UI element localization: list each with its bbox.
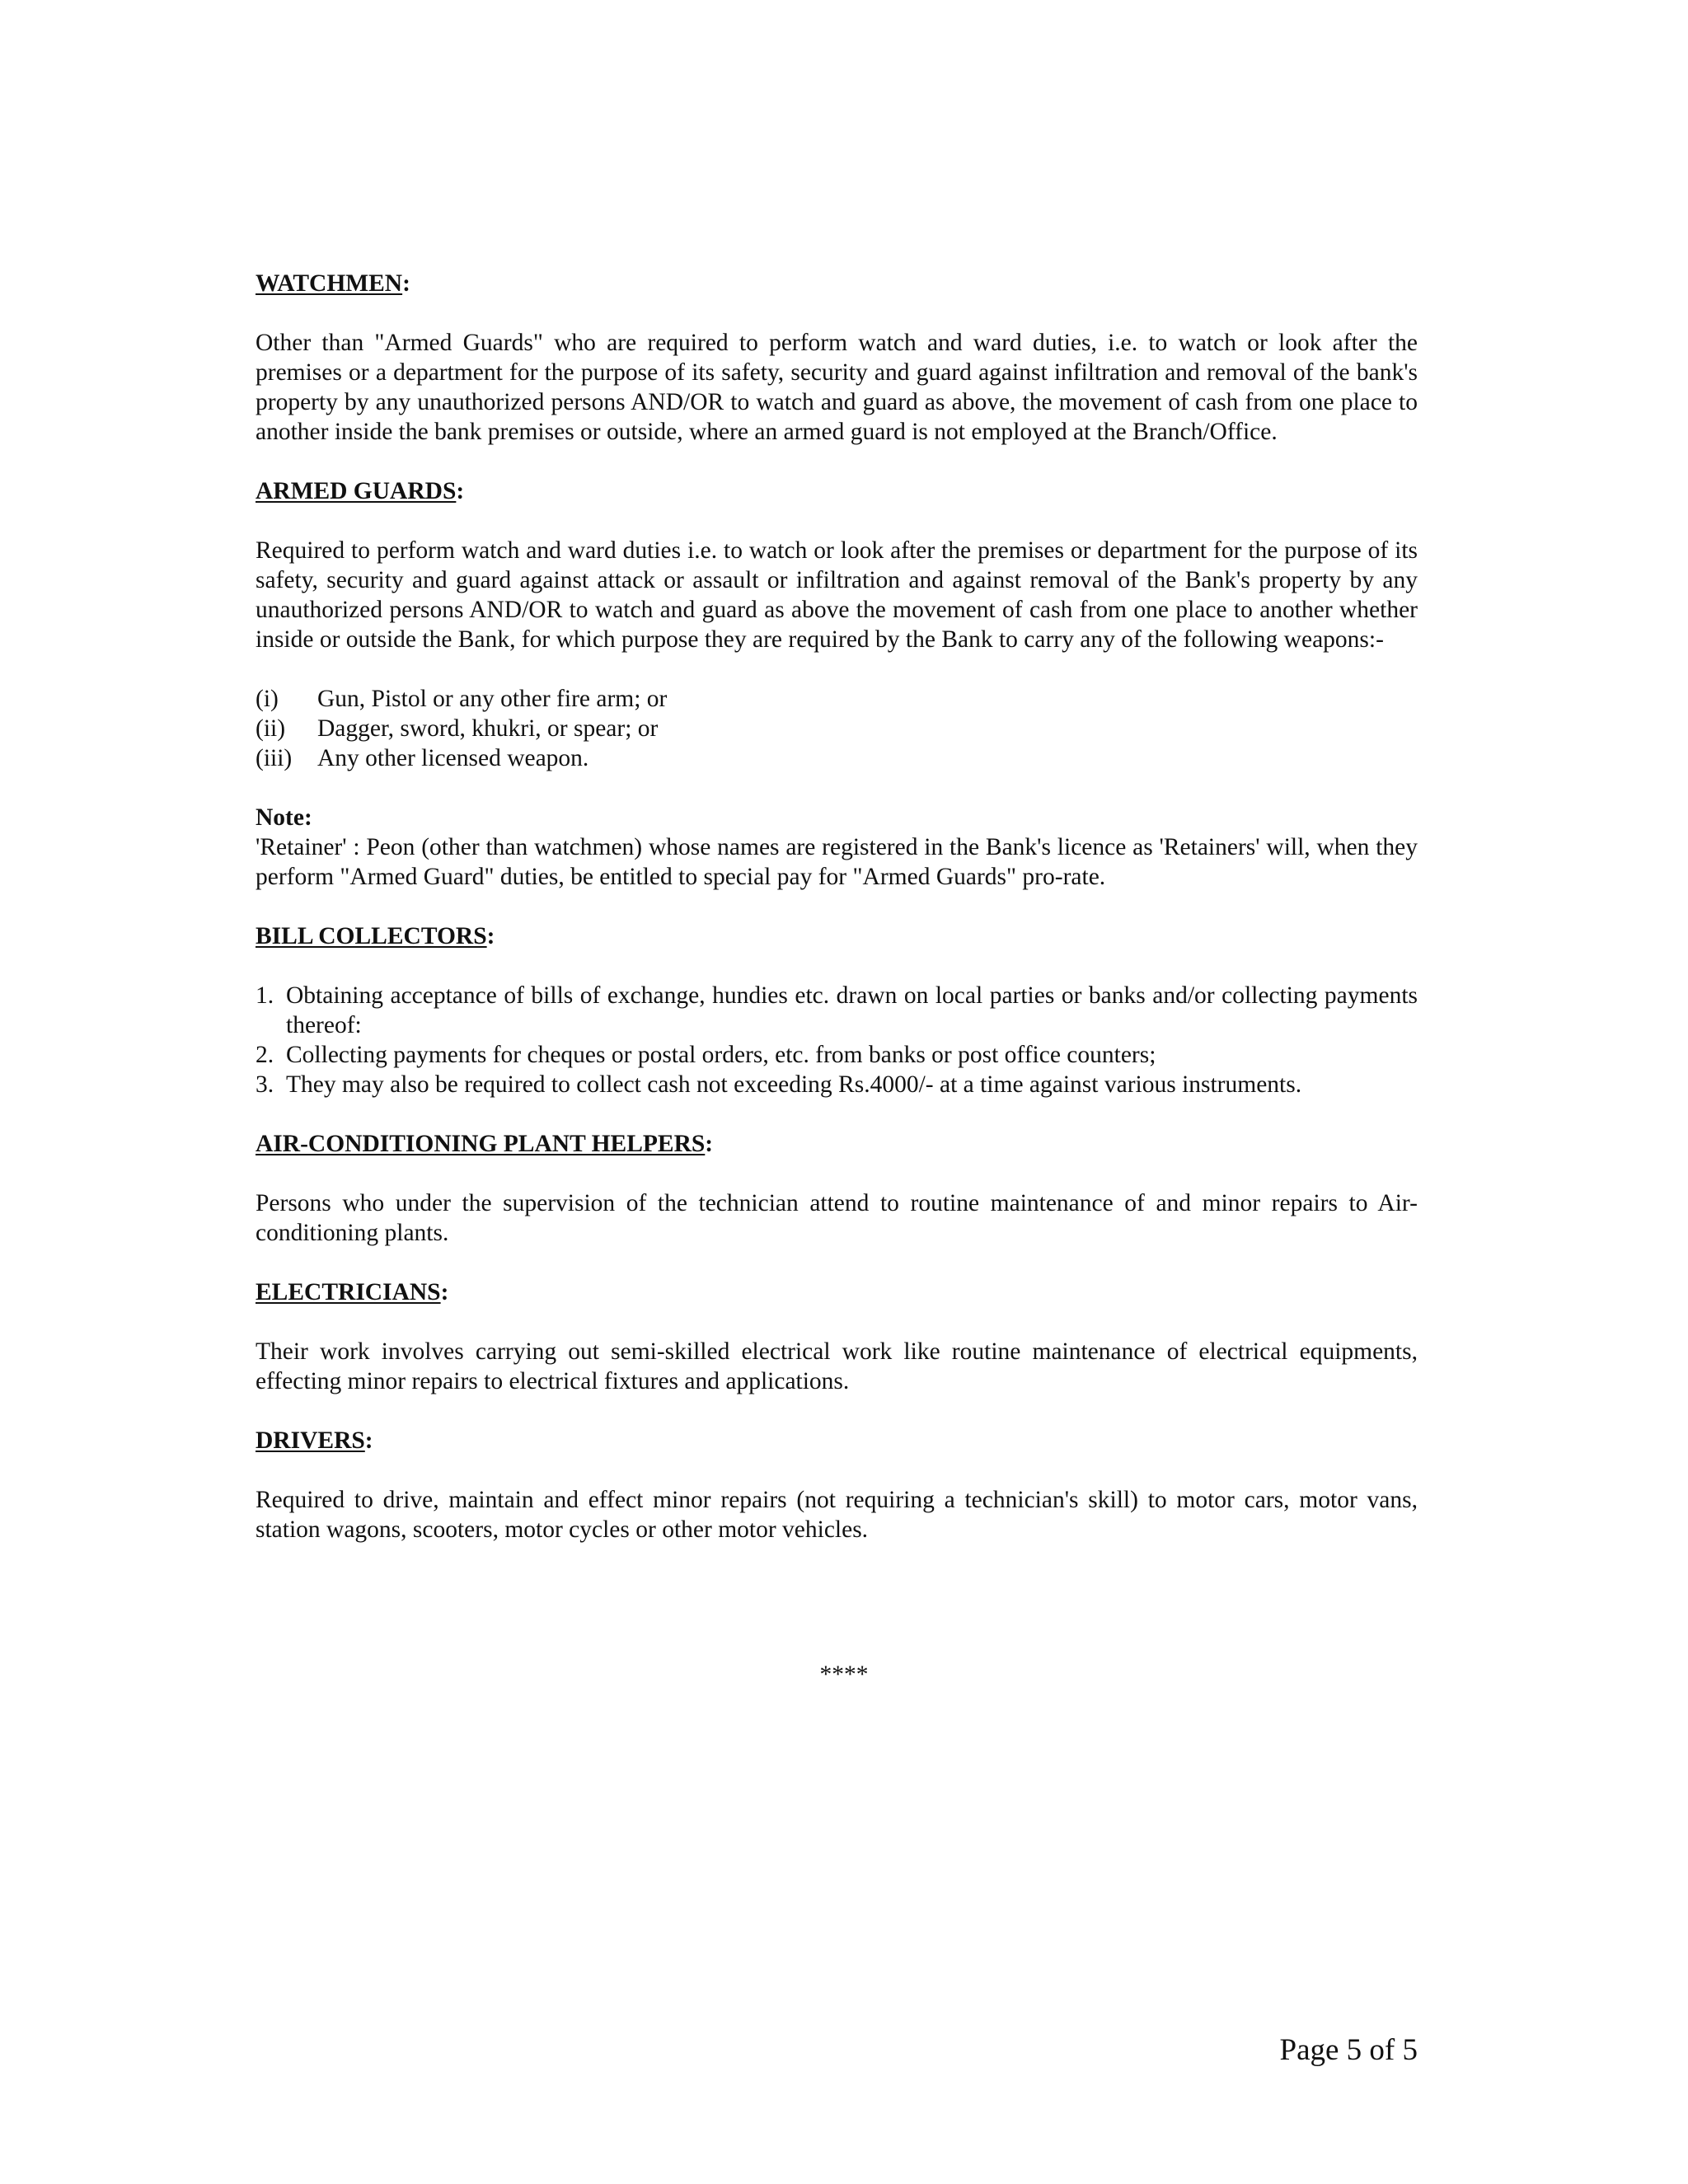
section-heading-watchmen: WATCHMEN: (256, 270, 410, 297)
weapons-list-item (256, 684, 1418, 714)
end-of-document-marker: **** (819, 1661, 869, 1688)
weapons-list (256, 684, 1418, 773)
bill-collectors-list (256, 981, 1418, 1099)
list-item-text: Obtaining acceptance of bills of exchange, hundies etc. drawn on local parties or banks and/or collecting payments thereof: (286, 982, 1418, 1038)
armed-guards-description: Required to perform watch and ward duties i.e. to watch or look after the premises or department for the purpose of its safety, security and guard against attack or assault or infiltration and against removal of the Bank's property by any unauthorized persons AND/OR to watch and guard as above the movement of cash from one place to another whether inside or outside the Bank, for which purpose they are required by the Bank to carry any of the following weapons:- (256, 537, 1418, 653)
section-heading-electricians: ELECTRICIANS: (256, 1279, 449, 1305)
section-heading-drivers: DRIVERS: (256, 1427, 373, 1454)
drivers-description: Required to drive, maintain and effect minor repairs (not requiring a technician's skill) to motor cars, motor vans, station wagons, scooters, motor cycles or other motor vehicles. (256, 1487, 1418, 1543)
ac-helpers-description: Persons who under the supervision of the technician attend to routine maintenance of and minor repairs to Air-conditioning plants. (256, 1190, 1418, 1246)
section-heading-bill-collectors: BILL COLLECTORS: (256, 923, 495, 949)
note-text: 'Retainer' : Peon (other than watchmen) whose names are registered in the Bank's licence as 'Retainers' will, when they perform "Armed Guard" duties, be entitled to special pay for "Armed Guards" pro-rate. (256, 834, 1418, 890)
list-item-text: They may also be required to collect cash not exceeding Rs.4000/- at a time against various instruments. (286, 1071, 1302, 1098)
list-number: 2. (256, 1042, 274, 1068)
list-item (256, 1040, 1418, 1070)
electricians-description: Their work involves carrying out semi-skilled electrical work like routine maintenance of electrical equipments, effecting minor repairs to electrical fixtures and applications. (256, 1338, 1418, 1394)
weapons-list-item (256, 743, 1418, 773)
list-marker: (iii) (256, 745, 293, 771)
list-marker: (i) (256, 686, 279, 712)
list-number: 1. (256, 982, 274, 1009)
list-marker: (ii) (256, 715, 286, 742)
watchmen-description: Other than "Armed Guards" who are required to perform watch and ward duties, i.e. to watch or look after the premises or a department for the purpose of its safety, security and guard against infiltration and removal of the bank's property by any unauthorized persons AND/OR to watch and guard as above, the movement of cash from one place to another inside the bank premises or outside, where an armed guard is not employed at the Branch/Office. (256, 330, 1418, 445)
document-body (256, 269, 1418, 1574)
note-heading: Note: (256, 804, 312, 831)
list-item (256, 981, 1418, 1040)
section-heading-armed-guards: ARMED GUARDS: (256, 478, 465, 504)
list-item-text: Any other licensed weapon. (317, 745, 589, 771)
weapons-list-item (256, 714, 1418, 743)
section-heading-ac-plant-helpers: AIR-CONDITIONING PLANT HELPERS: (256, 1131, 714, 1157)
list-item-text: Dagger, sword, khukri, or spear; or (317, 715, 659, 742)
page-number: Page 5 of 5 (1279, 2033, 1418, 2067)
list-item (256, 1070, 1418, 1099)
list-item-text: Gun, Pistol or any other fire arm; or (317, 686, 668, 712)
list-number: 3. (256, 1071, 274, 1098)
list-item-text: Collecting payments for cheques or postal orders, etc. from banks or post office counters; (286, 1042, 1156, 1068)
